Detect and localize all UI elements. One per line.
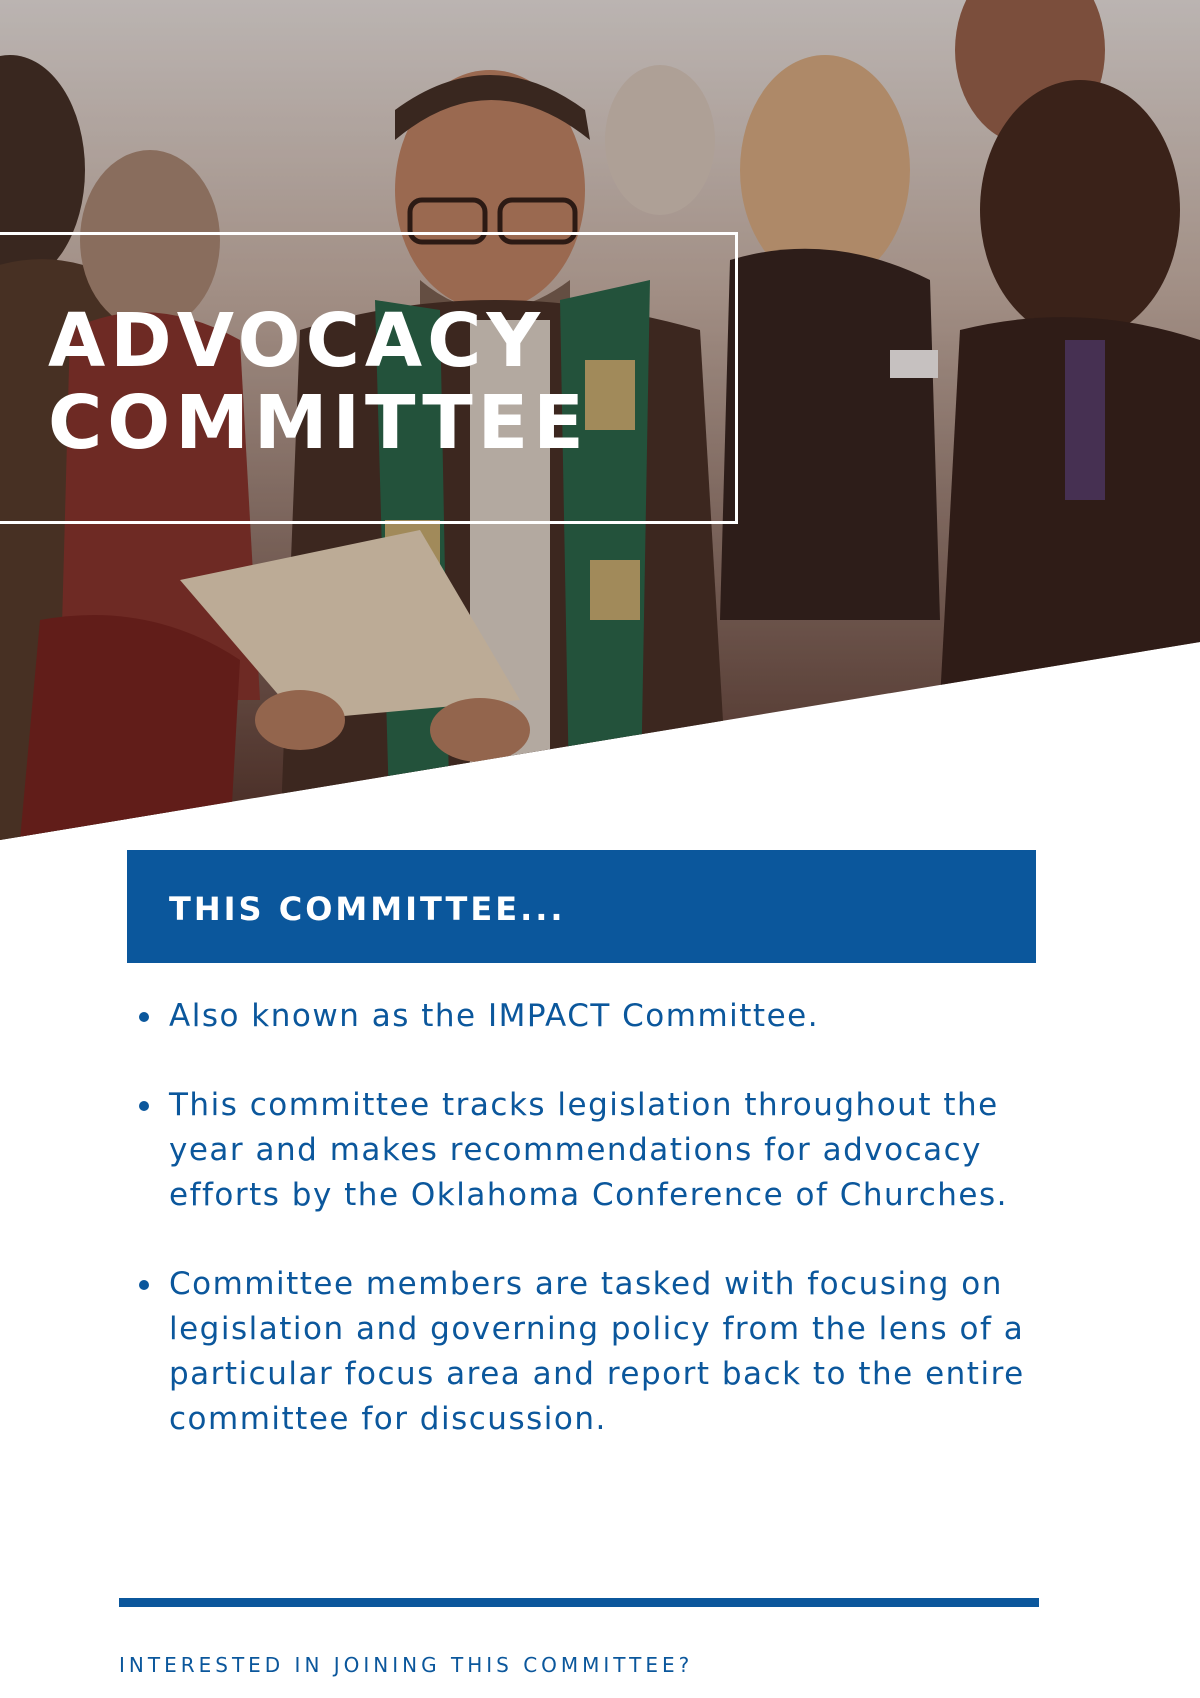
title-line-2: COMMITTEE (48, 380, 589, 466)
list-item-text: Also known as the IMPACT Committee. (169, 998, 820, 1034)
page-title (48, 300, 589, 464)
bullet-list (135, 994, 1065, 1486)
list-item (135, 994, 1065, 1039)
section-heading: THIS COMMITTEE... (169, 890, 566, 928)
list-item (135, 1262, 1065, 1442)
list-item (135, 1083, 1065, 1218)
title-line-1: ADVOCACY (48, 298, 546, 384)
footer-cta: INTERESTED IN JOINING THIS COMMITTEE? (119, 1653, 694, 1677)
list-item-text: This committee tracks legislation throughout the year and makes recommendations for advocacy efforts by the Oklahoma Conference of Churches. (169, 1087, 1009, 1213)
bullet-dot-icon (139, 1012, 149, 1022)
footer-divider (119, 1598, 1039, 1607)
list-item-text: Committee members are tasked with focusing on legislation and governing policy from the lens of a particular focus area and report back to the entire committee for discussion. (169, 1266, 1025, 1437)
bullet-dot-icon (139, 1101, 149, 1111)
section-banner (127, 850, 1036, 963)
bullet-dot-icon (139, 1280, 149, 1290)
hero-section (0, 0, 1200, 840)
